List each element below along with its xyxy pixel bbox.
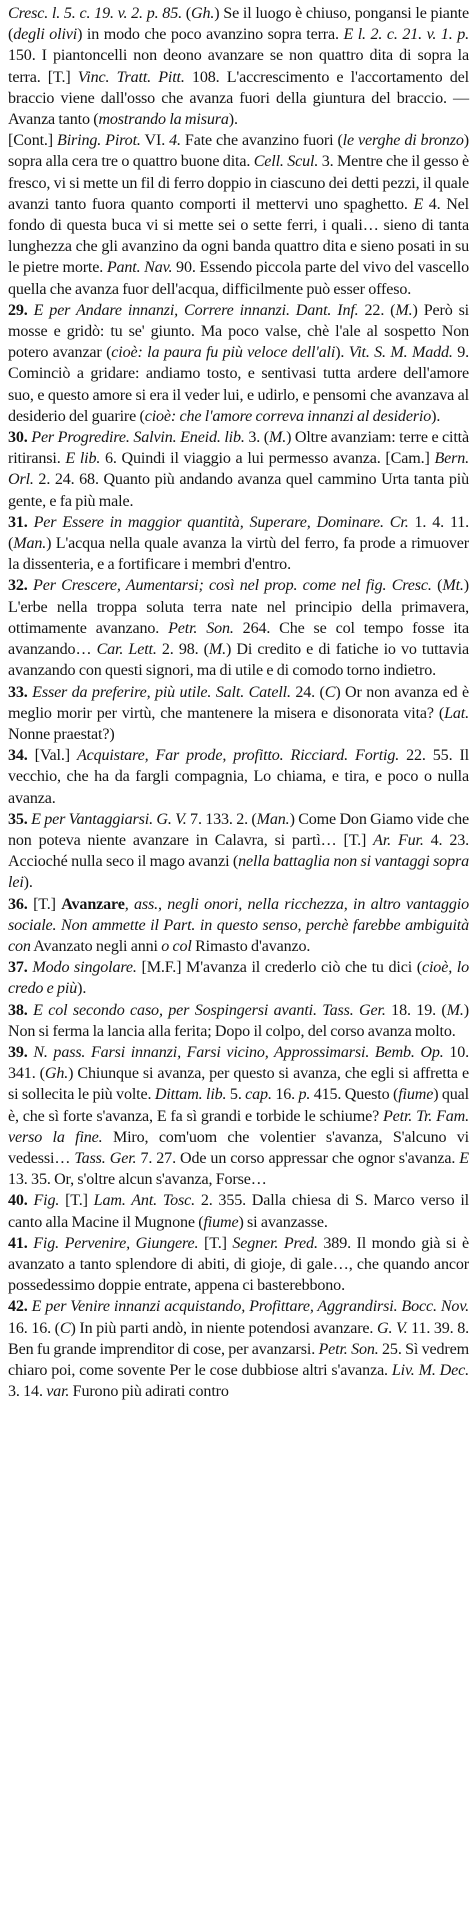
text-segment: [T.] xyxy=(59,1192,94,1210)
text-segment: 13. 35. Or, s'oltre alcun s'avanza, Forse… xyxy=(8,1171,267,1189)
text-segment: E col secondo caso, per Sospingersi avanti. Tass. Ger. xyxy=(27,1001,386,1019)
text-segment: 24. ( xyxy=(290,683,325,701)
sense-number: 32. xyxy=(8,577,28,595)
sense-number: Avanzare xyxy=(61,895,125,913)
dictionary-paragraph xyxy=(8,1233,469,1297)
text-segment: Gh. xyxy=(191,5,215,22)
text-segment: Per Crescere, Aumentarsi; così nel prop. come nel fig. Cresc. xyxy=(27,577,432,595)
text-segment: 4. 23. Accioché nulla seco il mago avanzi ( xyxy=(8,831,469,871)
text-segment: Per Progredire. Salvin. Eneid. lib. xyxy=(27,429,245,447)
text-segment: 2. 24. 68. Quanto più andando avanza quel cammino Urta tanta più gente, e fa più male. xyxy=(8,471,469,510)
text-segment: M. xyxy=(268,429,287,447)
text-segment: 22. ( xyxy=(358,301,396,319)
text-segment: ) si avanzasse. xyxy=(238,1213,328,1231)
text-segment: 6. Quindi il viaggio a lui permesso avanza. [Cam.] xyxy=(100,450,435,468)
text-segment: 415. Questo ( xyxy=(310,1086,399,1104)
text-segment: ). xyxy=(228,111,238,129)
text-segment: Lam. Ant. Tosc. xyxy=(93,1192,196,1210)
text-segment: 108. L'accrescimento e l'accortamento del braccio viene dall'osso che avanza fuori della giuntura del braccio. — Avanza tanto ( xyxy=(8,68,469,129)
text-segment: Cell. Scul. xyxy=(253,153,319,171)
text-segment: C xyxy=(324,683,336,701)
text-segment: 5. xyxy=(226,1086,246,1104)
text-segment: Bern. Orl. xyxy=(8,450,469,489)
text-segment: Avanzato negli anni xyxy=(30,937,162,955)
text-segment: 3. 14. xyxy=(8,1383,47,1401)
text-segment: Tass. Ger. xyxy=(74,1149,137,1167)
text-segment: 9. Cominciò a gridare: andiamo tosto, e sentivasi tutta ardere dell'amore suo, e questo amore si era il veder lui, e udirlo, e pensomi che avanzava al desiderio del guarire ( xyxy=(8,344,469,425)
sense-number: 30. xyxy=(8,429,28,447)
text-segment: ) in modo che poco avanzino sopra terra. xyxy=(77,26,344,44)
dictionary-paragraph xyxy=(8,130,469,300)
sense-number: 33. xyxy=(8,683,28,701)
text-segment: mostrando la misura xyxy=(98,111,229,129)
text-segment: Per Essere in maggior quantità, Superare, Dominare. Cr. xyxy=(27,513,409,531)
sense-number: 42. xyxy=(8,1298,28,1316)
dictionary-paragraph xyxy=(8,1190,469,1232)
text-segment: 389. Il mondo già si è avanzato a tanto splendore di abiti, di gioje, di gale…, che quando ancor possedessimo doppie entrate, appena ci basterebbono. xyxy=(8,1234,469,1295)
text-segment: G. V. xyxy=(376,1319,408,1337)
text-segment: E per Venire innanzi acquistando, Profittare, Aggrandirsi. Bocc. Nov. xyxy=(27,1298,469,1316)
dictionary-paragraph xyxy=(8,1042,469,1190)
text-segment: ) Non si ferma la lancia alla ferita; Dopo il colpo, del corso avanza molto. xyxy=(8,1001,469,1040)
sense-number: 41. xyxy=(8,1234,28,1252)
sense-number: 37. xyxy=(8,959,28,977)
sense-number: 36. xyxy=(8,895,28,913)
text-segment: Esser da preferire, più utile. Salt. Catell. xyxy=(27,683,291,701)
text-segment: [T.] xyxy=(198,1234,233,1252)
text-segment: Furono più adirati contro xyxy=(69,1383,229,1401)
text-segment: ). xyxy=(431,407,441,425)
dictionary-paragraph xyxy=(8,894,469,958)
text-segment: Man. xyxy=(13,535,47,553)
sense-number: 38. xyxy=(8,1001,28,1019)
dictionary-paragraph xyxy=(8,809,469,894)
text-segment: 10. 341. ( xyxy=(8,1043,469,1083)
text-segment: Pant. Nav. xyxy=(106,259,173,277)
text-segment: 22. 55. Il vecchio, che ha da fargli compagnia, Lo chiama, e tira, e poco o nulla avanza. xyxy=(8,747,469,807)
text-segment: VI. xyxy=(140,132,170,150)
text-segment: N. pass. Farsi innanzi, Farsi vicino, Approssimarsi. Bemb. Op. xyxy=(27,1043,444,1061)
text-segment: C xyxy=(59,1319,71,1337)
text-segment: Gh. xyxy=(44,1065,69,1083)
text-segment: cioè: la paura fu più veloce dell'ali xyxy=(111,344,336,362)
text-segment: fiume xyxy=(398,1086,434,1104)
text-segment: ) Se il luogo è chiuso, pongansi le piante ( xyxy=(8,5,469,44)
text-segment: ) sopra alla cera tre o quattro buone dita. xyxy=(8,132,469,171)
text-segment: Modo singolare. xyxy=(27,959,137,977)
text-segment: ) qual è, che sì forte s'avanza, E fa sì grandi e torbide le schiume? xyxy=(8,1086,470,1125)
text-segment: ). xyxy=(77,980,87,998)
text-segment: ). xyxy=(23,874,33,892)
text-segment: Acquistare, Far prode, profitto. Ricciard. Fortig. xyxy=(76,747,400,765)
text-segment: ( xyxy=(181,5,192,22)
text-segment: Petr. Son. xyxy=(318,1340,379,1358)
text-segment: 16. 16. ( xyxy=(8,1319,60,1337)
text-segment: ) In più parti andò, in niente potendosi avanzare. xyxy=(70,1319,377,1337)
text-segment: Biring. Pirot. xyxy=(57,132,141,150)
text-segment: Car. Lett. xyxy=(96,641,157,659)
text-segment: Ar. Fur. xyxy=(373,831,424,849)
text-segment: ) Però si mosse e gridò: tu se' giunto. Ma poco valse, chè l'ale al sospetto Non potero avanzar ( xyxy=(8,301,470,362)
text-segment: 1. 4. 11. ( xyxy=(8,513,470,553)
text-segment: 4. xyxy=(169,132,181,150)
sense-number: 40. xyxy=(8,1192,28,1210)
sense-number: 29. xyxy=(8,301,28,319)
text-segment: cioè, lo credo e più xyxy=(8,959,469,998)
text-segment: ) Oltre avanziam: terre e città ritiransi. xyxy=(8,429,469,468)
dictionary-paragraph xyxy=(8,427,469,512)
text-segment: 11. 39. 8. Ben fu grande imprenditor di cose, per avanzarsi. xyxy=(8,1319,469,1358)
text-segment: M. xyxy=(446,1001,464,1019)
text-segment: E xyxy=(413,195,424,213)
text-segment: Lat. xyxy=(444,704,469,722)
text-segment: cap. xyxy=(245,1086,272,1104)
text-segment: Fig. xyxy=(27,1192,60,1210)
text-segment: 2. 98. ( xyxy=(156,641,209,659)
text-segment: Vit. S. M. Madd. xyxy=(348,344,453,362)
text-segment: E per Andare innanzi, Correre innanzi. Dant. Inf. xyxy=(27,301,359,319)
dictionary-paragraph xyxy=(8,957,469,999)
text-segment: 3. Mentre che il gesso è fresco, vi si mette un fil di ferro doppio in ciascuno dei detti pezzi, il quale avanzi tanto fuora quanto comporti il mettervi uno spaghetto. xyxy=(8,153,470,213)
text-segment: cioè: che l'amore correva innanzi al desiderio xyxy=(144,407,432,425)
text-segment: Nonne praestat?) xyxy=(8,725,115,743)
text-segment: var. xyxy=(46,1383,70,1401)
text-segment: Liv. M. Dec. xyxy=(391,1362,469,1379)
dictionary-paragraph xyxy=(8,300,469,427)
text-segment: [Val.] xyxy=(27,747,77,765)
text-segment: Petr. Son. xyxy=(168,619,234,637)
text-segment: 90. Essendo piccola parte del vivo del vascello quella che avanza fuor dell'acqua, difficilmente può esser offeso. xyxy=(8,259,469,298)
text-segment: nella battaglia non si vantaggi sopra lei xyxy=(8,853,469,892)
text-segment: 16. xyxy=(271,1086,299,1104)
text-segment: Fig. Pervenire, Giungere. xyxy=(27,1234,199,1252)
text-segment: Segner. Pred. xyxy=(232,1234,318,1252)
dictionary-paragraph xyxy=(8,1296,469,1402)
text-segment: E xyxy=(459,1149,469,1167)
text-segment: ) Or non avanza ed è meglio morir per virtù, che mantenere la misera e disonorata vita? ( xyxy=(8,683,470,722)
dictionary-paragraph xyxy=(8,682,469,746)
text-segment: ) Chiunque si avanza, per questo si avanza, che egli si affretta e si sollecita le più volte. xyxy=(8,1065,469,1104)
text-segment: M. xyxy=(395,301,413,319)
text-segment: E lib. xyxy=(65,450,101,468)
sense-number: 34. xyxy=(8,747,28,765)
text-segment: 18. 19. ( xyxy=(385,1001,447,1019)
text-segment: M. xyxy=(208,641,227,659)
sense-number: 35. xyxy=(8,810,28,828)
text-segment: Dittam. lib. xyxy=(154,1086,227,1104)
text-segment: ). xyxy=(335,344,349,362)
text-segment: Fate che avanzino fuori ( xyxy=(180,132,343,150)
text-segment: 264. Che se col tempo fosse ita avanzando… xyxy=(8,619,469,659)
dictionary-paragraph xyxy=(8,575,469,681)
text-segment: fiume xyxy=(203,1213,239,1231)
text-segment: 3. ( xyxy=(244,429,269,447)
text-segment: Vinc. Tratt. Pitt. xyxy=(77,68,185,86)
text-segment: ) L'erbe nella troppa soluta terra nate nel principio della primavera, ottimamente avanzano. xyxy=(8,577,469,637)
text-segment: ( xyxy=(431,577,443,595)
text-segment: 4. Nel fondo di questa buca vi si mette sei o sette ferri, i quali… sieno di tanta lunghezza che gli avanzino da ogni banda quattro dita e sieno posati in su le pietre morte. xyxy=(8,195,470,277)
text-segment: le verghe di bronzo xyxy=(342,132,464,150)
text-segment: 25. Sì vedrem chiaro poi, come sovente Per le cose dubbiose altri s'avanza. xyxy=(8,1340,469,1379)
dictionary-paragraph xyxy=(8,745,469,809)
text-segment: ) Di credito e di fatiche io vo tuttavia avanzando con questi signori, ma di utile e di comodo torno indietro. xyxy=(8,641,469,680)
text-segment: [M.F.] M'avanza il crederlo ciò che tu dici ( xyxy=(136,959,422,977)
text-segment: degli olivi xyxy=(13,26,78,44)
text-segment: [Cont.] xyxy=(8,132,58,150)
text-segment: E l. 2. c. 21. v. 1. p. xyxy=(343,26,469,44)
text-segment: 7. 27. Ode un corso appressar che ognor s'avanza. xyxy=(136,1149,460,1167)
sense-number: 39. xyxy=(8,1043,28,1061)
text-segment: Man. xyxy=(256,810,290,828)
text-segment: Petr. Tr. Fam. verso la fine. xyxy=(8,1107,470,1146)
text-segment: , ass., negli onori, nella ricchezza, in altro vantaggio sociale. Non ammette il Part. in questo senso, perchè farebbe ambiguità con xyxy=(8,895,469,955)
text-segment: o col xyxy=(161,937,192,955)
text-segment: 2. 355. Dalla chiesa di S. Marco verso il canto alla Macine il Mugnone ( xyxy=(8,1192,469,1231)
text-segment: ) Come Don Giamo vide che non poteva niente avanzare in Calavra, si partì… [T.] xyxy=(8,810,470,849)
text-segment: 150. I piantoncelli non deono avanzare se non quattro dita di sopra la terra. [T.] xyxy=(8,47,469,86)
dictionary-paragraph xyxy=(8,3,469,130)
text-segment: Mt. xyxy=(442,577,464,595)
sense-number: 31. xyxy=(8,513,28,531)
text-segment: E per Vantaggiarsi. G. V. xyxy=(27,810,187,828)
text-segment: p. xyxy=(298,1086,311,1104)
text-segment: 7. 133. 2. ( xyxy=(186,810,257,828)
text-segment: Cresc. l. 5. c. 19. v. 2. p. 85. xyxy=(8,5,182,22)
text-segment: ) L'acqua nella quale avanza la virtù del ferro, fa prode a rimuover la dissenteria, e a fortificare i membri d'entro. xyxy=(8,535,469,574)
dictionary-paragraph xyxy=(8,512,469,576)
dictionary-paragraph xyxy=(8,1000,469,1042)
text-segment: Rimasto d'avanzo. xyxy=(191,937,311,955)
text-segment: [T.] xyxy=(27,895,62,913)
text-segment: Miro, com'uom che volentier s'avanza, S'alcuno vi vedessi… xyxy=(8,1128,470,1167)
